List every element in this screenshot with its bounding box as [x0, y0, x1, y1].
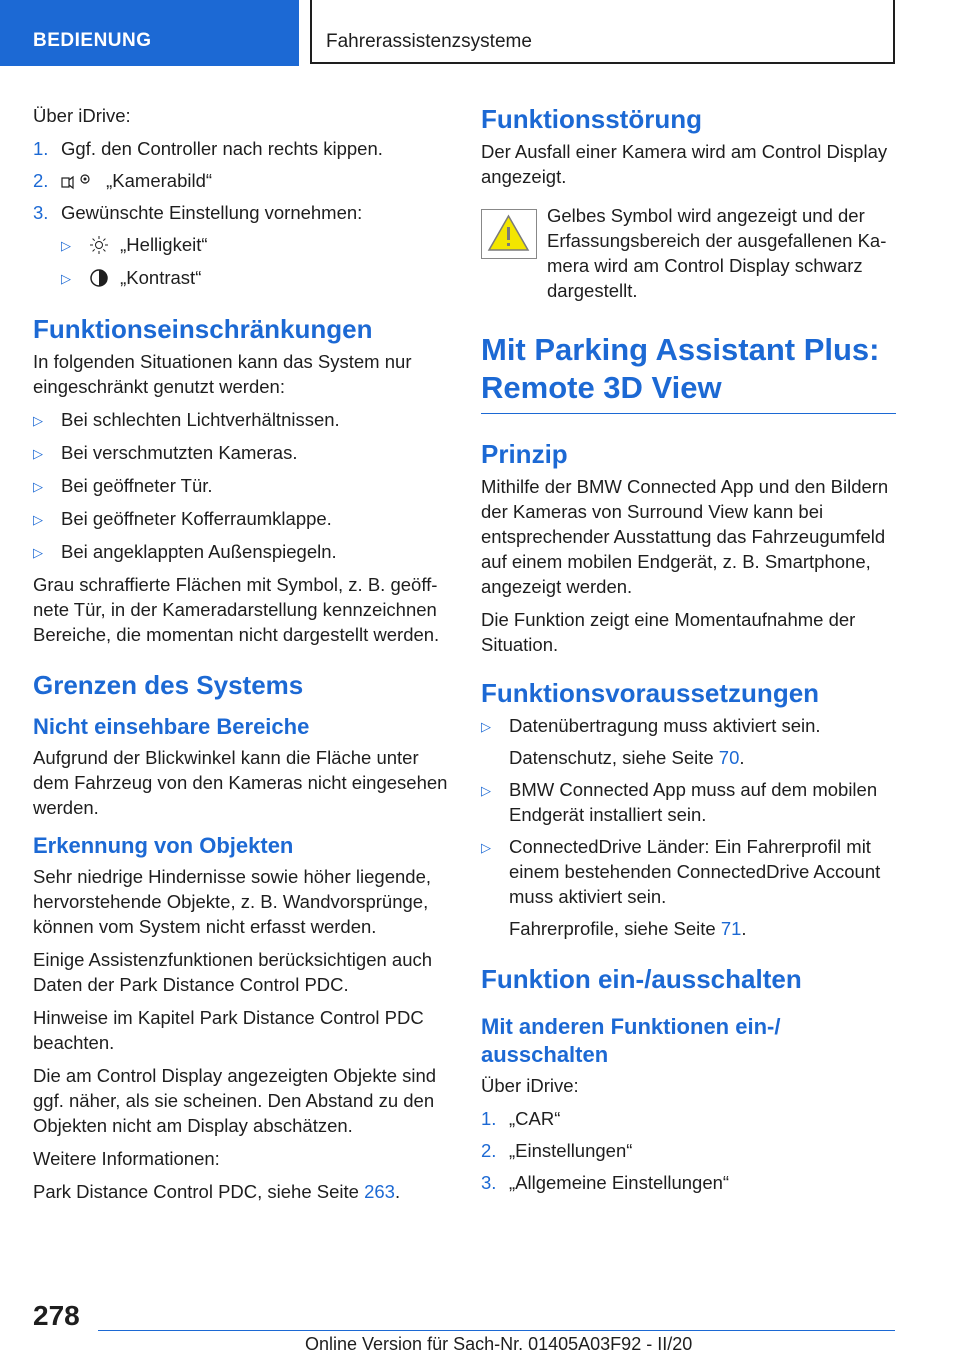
detection-paragraph: Hinweise im Kapitel Park Distance Control PDC beachten.	[33, 1007, 424, 1053]
more-info-label: Weitere Informationen:	[33, 1148, 220, 1169]
bullet-triangle-icon: ▷	[33, 512, 43, 527]
list-item	[33, 473, 448, 499]
sub-item	[61, 232, 448, 258]
bullet-triangle-icon: ▷	[33, 545, 43, 560]
step-number: 2.	[481, 1140, 497, 1161]
sub-item-text: „Kontrast“	[120, 267, 202, 288]
bullet-triangle-icon: ▷	[61, 238, 71, 253]
heading-hidden-areas: Nicht einsehbare Bereiche	[33, 714, 310, 739]
list-item-reference: Datenschutz, siehe Seite 70.	[509, 747, 745, 768]
list-item	[33, 440, 448, 466]
list-item	[481, 713, 896, 770]
step-text: „Einstellungen“	[509, 1140, 633, 1161]
warning-text: Gelbes Symbol wird angezeigt und der Erfassungsbereich der ausgefallenen Kamera wird am Control Display schwarz dargestellt.	[547, 205, 887, 301]
step-item	[33, 136, 448, 161]
step-text: „CAR“	[509, 1108, 561, 1129]
camera-settings-icon	[61, 171, 81, 191]
step-item	[33, 200, 448, 225]
step-text: Ggf. den Controller nach rechts kippen.	[61, 138, 383, 159]
sub-item	[61, 265, 448, 291]
bullet-triangle-icon: ▷	[33, 446, 43, 461]
list-item-text: Bei geöffneter Kofferraumklappe.	[61, 508, 332, 529]
list-item	[481, 777, 896, 827]
principle-paragraph: Die Funktion zeigt eine Momentaufnahme der Situation.	[481, 609, 856, 655]
step-item	[481, 1106, 896, 1131]
list-item-text: Bei geöffneter Tür.	[61, 475, 213, 496]
contrast-icon	[89, 268, 109, 288]
page-link[interactable]: 263	[364, 1181, 395, 1202]
step-text: „Allgemeine Einstellungen“	[509, 1172, 730, 1193]
bullet-triangle-icon: ▷	[33, 413, 43, 428]
heading-malfunction: Funktionsstörung	[481, 104, 702, 134]
bullet-triangle-icon: ▷	[481, 783, 491, 798]
step-number: 1.	[481, 1108, 497, 1129]
step-number: 3.	[33, 202, 49, 223]
step-text: Gewünschte Einstellung vornehmen:	[61, 202, 363, 223]
list-item-reference: Fahrerprofile, siehe Seite 71.	[509, 918, 747, 939]
reference-text: Datenschutz, siehe Seite	[509, 747, 719, 768]
list-item	[33, 506, 448, 532]
idrive-intro: Über iDrive:	[33, 105, 131, 126]
heading-with-other-functions: Mit anderen Funktionen ein-/ ausschalten	[481, 1014, 781, 1067]
list-item-text: ConnectedDrive Länder: Ein Fahrerprofil mit einem bestehenden ConnectedDrive Account muss aktiviert sein.	[509, 836, 881, 907]
heading-object-detection: Erkennung von Objekten	[33, 833, 294, 858]
heading-on-off: Funktion ein-/ausschalten	[481, 964, 802, 994]
step-number: 1.	[33, 138, 49, 159]
limits-note: Grau schraffierte Flächen mit Symbol, z. B. geöffnete Tür, in der Kameradarstellung kennzeichnen Bereiche, die momentan nicht dargestellt werden.	[33, 574, 440, 645]
heading-remote-3d-view: Mit Parking Assistant Plus: Remote 3D View	[481, 331, 896, 414]
footer-text: Online Version für Sach-Nr. 01405A03F92 - II/20	[305, 1334, 693, 1354]
bullet-triangle-icon: ▷	[481, 719, 491, 734]
malfunction-text: Der Ausfall einer Kamera wird am Control Display angezeigt.	[481, 141, 888, 187]
list-item	[33, 407, 448, 433]
list-item-text: Datenübertragung muss aktiviert sein.	[509, 715, 821, 736]
page-number: 278	[33, 1300, 80, 1331]
warning-note	[481, 203, 896, 303]
pdc-reference: Park Distance Control PDC, siehe Seite 263.	[33, 1181, 401, 1202]
list-item-text: BMW Connected App muss auf dem mobilen Endgerät installiert sein.	[509, 779, 878, 825]
step-text: „Kamerabild“	[106, 170, 213, 191]
heading-limits: Funktionseinschränkungen	[33, 314, 373, 344]
heading-principle: Prinzip	[481, 439, 568, 469]
detection-paragraph: Die am Control Display angezeigten Objekte sind ggf. näher, als sie scheinen. Den Abstand zu den Objekten nicht am Display abschätzen.	[33, 1065, 437, 1136]
section-title: Fahrerassistenzsysteme	[310, 0, 895, 64]
heading-requirements: Funktionsvoraussetzungen	[481, 678, 820, 708]
reference-text: Fahrerprofile, siehe Seite	[509, 918, 721, 939]
sub-item-text: „Helligkeit“	[120, 234, 208, 255]
reference-text: Park Distance Control PDC, siehe Seite	[33, 1181, 365, 1202]
heading-system-limits: Grenzen des Systems	[33, 670, 304, 700]
step-item	[33, 168, 448, 193]
list-item	[481, 834, 896, 941]
step-item	[481, 1138, 896, 1163]
warning-icon	[481, 209, 537, 259]
step-number: 3.	[481, 1172, 497, 1193]
page-link[interactable]: 71	[720, 918, 742, 939]
bullet-triangle-icon: ▷	[481, 840, 491, 855]
idrive-intro: Über iDrive:	[481, 1075, 579, 1096]
page-link[interactable]: 70	[718, 747, 740, 768]
right-column	[481, 103, 896, 1202]
principle-paragraph: Mithilfe der BMW Connected App und den Bildern der Kameras von Surround View kann bei entsprechender Ausstattung das Fahrzeugumfeld auf einem mobilen Endgerät, z. B. Smartphone, angezeigt werden.	[481, 476, 889, 597]
footer-divider	[98, 1330, 895, 1331]
list-item	[33, 539, 448, 565]
detection-paragraph: Einige Assistenzfunktionen berücksichtigen auch Daten der Park Distance Control PDC.	[33, 949, 433, 995]
bullet-triangle-icon: ▷	[33, 479, 43, 494]
chapter-tab: BEDIENUNG	[0, 0, 299, 66]
list-item-text: Bei angeklappten Außenspiegeln.	[61, 541, 337, 562]
bullet-triangle-icon: ▷	[61, 271, 71, 286]
limits-intro: In folgenden Situationen kann das System nur eingeschränkt genutzt werden:	[33, 351, 412, 397]
left-column	[33, 103, 448, 1212]
step-item	[481, 1170, 896, 1195]
brightness-icon	[89, 235, 109, 255]
hidden-areas-text: Aufgrund der Blickwinkel kann die Fläche unter dem Fahrzeug von den Kameras nicht eingesehen werden.	[33, 747, 448, 818]
step-number: 2.	[33, 170, 49, 191]
detection-paragraph: Sehr niedrige Hindernisse sowie höher liegende, hervorstehende Objekte, z. B. Wandvorsprünge, können vom System nicht erfasst werden.	[33, 866, 431, 937]
list-item-text: Bei schlechten Lichtverhältnissen.	[61, 409, 340, 430]
list-item-text: Bei verschmutzten Kameras.	[61, 442, 298, 463]
